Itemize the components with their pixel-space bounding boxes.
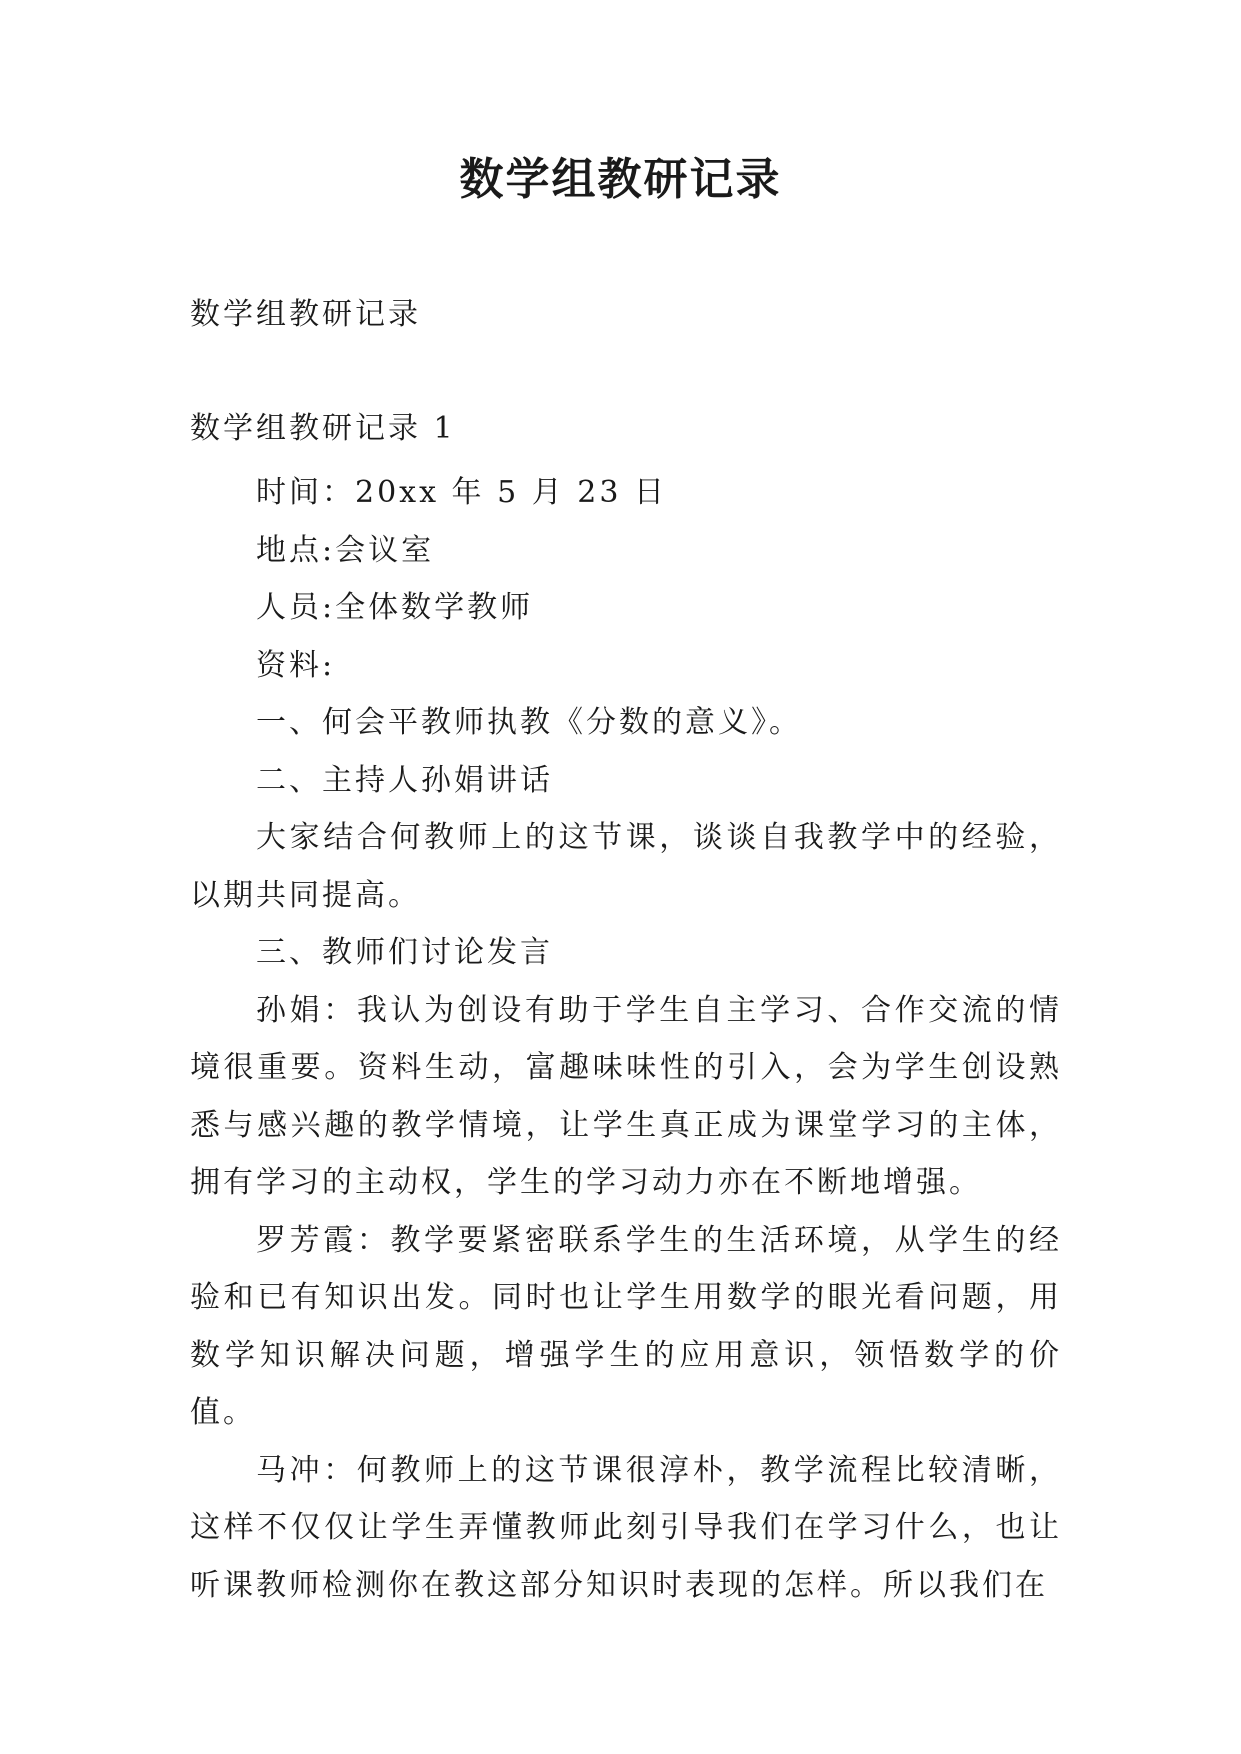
paragraph-ma-chong: 马冲：何教师上的这节课很淳朴，教学流程比较清晰，这样不仅仅让学生弄懂教师此刻引导我们在学习什么，也让听课教师检测你在教这部分知识时表现的怎样。所以我们在 <box>190 1452 1062 1603</box>
paragraph-item-3: 三、教师们讨论发言 <box>256 935 553 970</box>
paragraph-location: 地点:会议室 <box>256 532 435 568</box>
paragraph-luo-fangxia: 罗芳霞：教学要紧密联系学生的生活环境，从学生的经验和已有知识出发。同时也让学生用数学的眼光看问题，用数学知识解决问题，增强学生的应用意识，领悟数学的价值。 <box>190 1222 1062 1430</box>
paragraph-host-speech: 大家结合何教师上的这节课，谈谈自我教学中的经验，以期共同提高。 <box>190 820 1062 913</box>
paragraph-item-1: 一、何会平教师执教《分数的意义》。 <box>256 705 802 740</box>
paragraph-item-2: 二、主持人孙娟讲话 <box>256 762 553 798</box>
paragraph-materials: 资料: <box>256 647 336 683</box>
paragraph-time: 时间：20xx 年 5 月 23 日 <box>256 475 667 510</box>
section-heading: 数学组教研记录 1 <box>190 411 456 446</box>
document-body <box>190 464 1062 1614</box>
document-title: 数学组教研记录 <box>459 154 782 205</box>
paragraph-sun-juan: 孙娟：我认为创设有助于学生自主学习、合作交流的情境很重要。资料生动，富趣味味性的引入，会为学生创设熟悉与感兴趣的教学情境，让学生真正成为课堂学习的主体，拥有学习的主动权，学生的学习动力亦在不断地增强。 <box>190 992 1062 1200</box>
paragraph-attendees: 人员:全体数学教师 <box>256 590 534 625</box>
document-subtitle: 数学组教研记录 <box>190 297 421 332</box>
